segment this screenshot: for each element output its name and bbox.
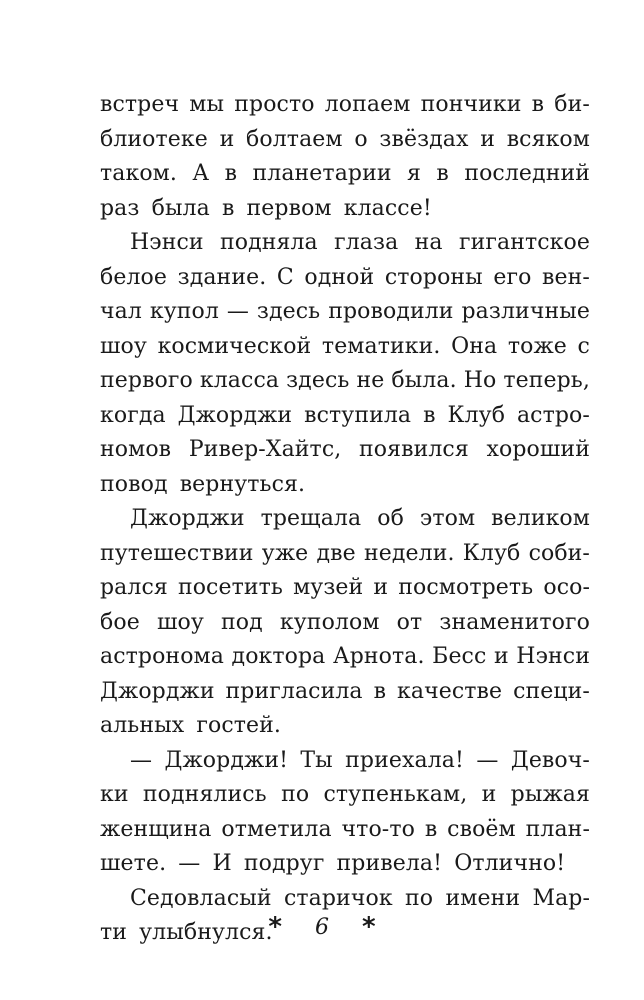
text-line: Джорджи пригласила в качестве специ- [100,678,590,704]
page-number: 6 [315,914,329,940]
right-star-ornament: * [362,912,376,942]
text-line: рался посетить музей и посмотреть осо- [100,575,590,600]
text-line: шете. — И подруг привела! Отлично! [100,851,566,876]
page-footer [0,912,644,942]
text-line: путешествии уже две недели. Клуб соби- [100,540,590,566]
text-line: Седовласый старичок по имени Мар- [130,885,590,911]
text-line: таком. А в планетарии я в последний [100,161,590,186]
body-text [100,88,590,951]
text-line: номов Ривер-Хайтс, появился хороший [100,437,590,462]
text-line: блиотеке и болтаем о звёздах и всяком [100,126,590,152]
text-line: женщина отметила что-то в своём план- [100,816,590,842]
left-star-ornament: * [268,912,282,942]
text-line: когда Джорджи вступила в Клуб астро- [100,402,590,428]
text-line: — Джорджи! Ты приехала! — Девоч- [130,747,590,773]
text-line: астронома доктора Арнота. Бесс и Нэнси [100,644,590,669]
text-line: ки поднялись по ступенькам, и рыжая [100,782,590,807]
text-line: ти улыбнулся. [100,920,273,945]
text-line: первого класса здесь не была. Но теперь, [100,368,590,393]
text-line: повод вернуться. [100,471,306,497]
text-line: шоу космической тематики. Она тоже с [100,333,590,359]
text-line: чал купол — здесь проводили различные [100,299,590,324]
text-line: раз была в первом классе! [100,195,432,221]
text-line: белое здание. С одной стороны его вен- [100,264,590,290]
text-line: альных гостей. [100,713,281,738]
text-line: Джорджи трещала об этом великом [130,506,590,531]
text-line: бое шоу под куполом от знаменитого [100,609,590,635]
text-line: Нэнси подняла глаза на гигантское [130,230,590,255]
text-line: встреч мы просто лопаем пончики в би- [100,92,590,117]
